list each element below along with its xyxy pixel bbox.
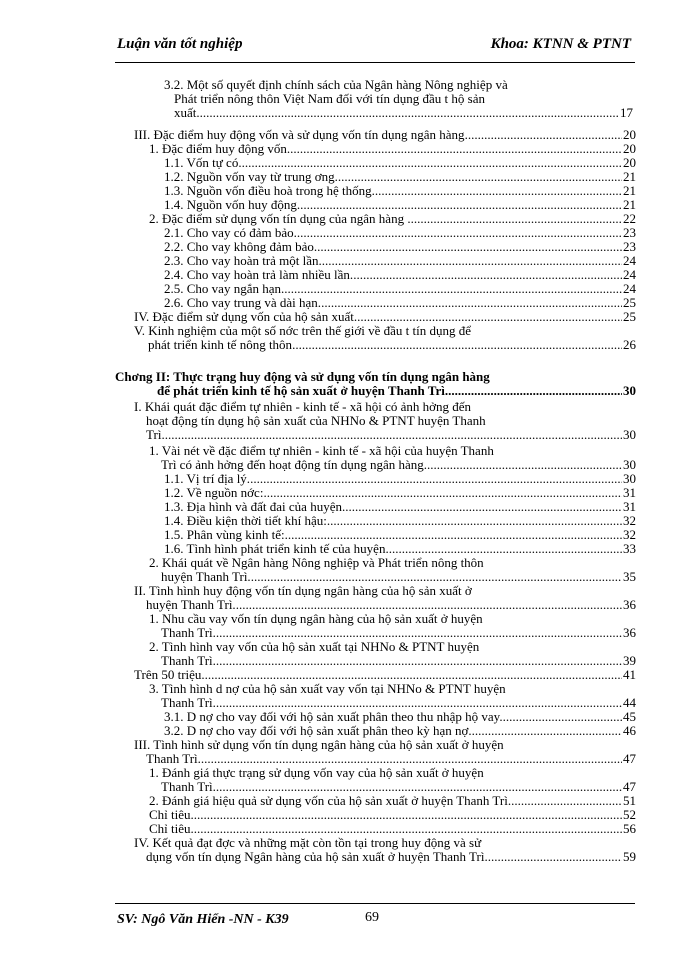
toc-entry	[164, 184, 636, 198]
dot-leader	[236, 598, 622, 612]
toc-page-number: 32	[623, 513, 636, 528]
toc-entry-text: 2. Tình hình vay vốn của hộ sản xuất tại NHNo & PTNT huyện	[149, 639, 480, 654]
toc-page-number: 20	[623, 141, 636, 156]
toc-entry-text: 1.6. Tình hình phát triển kinh tế của huyện.	[164, 541, 389, 556]
toc-page-number: 22	[623, 211, 636, 226]
header-thesis-title: Luận văn tốt nghiệp	[117, 36, 243, 52]
toc-page-number: 46	[623, 723, 636, 738]
footer-student: SV: Ngô Văn Hiển -NN - K39	[117, 912, 289, 927]
dot-leader	[322, 254, 622, 268]
toc-entry-text: Trên 50 triệu	[134, 667, 202, 682]
toc-entry-text: 2.5. Cho vay ngắn hạn.	[164, 281, 285, 296]
toc-page-number: 56	[623, 821, 636, 836]
dot-leader	[300, 198, 622, 212]
toc-entry-text: Thanh Trì.	[146, 751, 201, 766]
toc-page-number: 23	[623, 225, 636, 240]
dot-leader	[411, 212, 622, 226]
dot-leader	[263, 486, 622, 500]
toc-entry-text: Thanh Trì.	[161, 625, 216, 640]
toc-entry-text: 1.2. Về nguồn nớc:	[164, 485, 264, 500]
dot-leader	[191, 822, 622, 836]
dot-leader	[251, 570, 622, 584]
toc-entry-text: 2.6. Cho vay trung và dài hạn.	[164, 295, 322, 310]
toc-page-number: 59	[623, 849, 636, 864]
toc-entry-text: dụng vốn tín dụng Ngân hàng của hộ sản xuất ở huyện Thanh Trì.	[146, 849, 488, 864]
dot-leader	[161, 428, 622, 442]
toc-entry	[134, 668, 636, 682]
toc-entry-text: phát triển kinh tế nông thôn	[148, 337, 293, 352]
toc-entry	[164, 282, 636, 296]
toc-entry	[149, 612, 636, 640]
dot-leader	[292, 338, 622, 352]
toc-entry-text: III. Đặc điểm huy động vốn và sử dụng vốn tín dụng ngân hàng	[134, 127, 465, 142]
dot-leader	[250, 472, 622, 486]
toc-page-number: 30	[623, 383, 636, 398]
toc-entry-text: xuất	[174, 105, 197, 120]
toc-entry-text: Chỉ tiêu	[149, 821, 191, 836]
toc-entry-text: IV. Kết quả đạt đợc và những mặt còn tồn tại trong huy động và sử	[134, 835, 482, 850]
toc-entry	[164, 198, 636, 212]
toc-page-number: 31	[623, 499, 636, 514]
toc-entry	[164, 156, 636, 170]
toc-entry	[164, 514, 636, 528]
toc-entry-text: 3.1. D nợ cho vay đối với hộ sản xuất phân theo thu nhập hộ vay.	[164, 709, 503, 724]
toc-entry	[149, 682, 636, 710]
toc-page-number: 21	[623, 169, 636, 184]
toc-entry-text: IV. Đặc điểm sử dụng vốn của hộ sản xuất.	[134, 309, 358, 324]
toc-page-number: 26	[623, 337, 636, 352]
toc-entry	[149, 640, 636, 668]
toc-entry	[164, 268, 636, 282]
header-rule	[115, 62, 635, 63]
toc-page-number: 30	[623, 471, 636, 486]
dot-leader	[201, 752, 622, 766]
toc-entry	[115, 370, 636, 398]
toc-page-number: 31	[623, 485, 636, 500]
toc-entry-text: Trì	[146, 427, 162, 442]
toc-entry-text: 3. Tình hình d nợ của hộ sản xuất vay vốn tại NHNo & PTNT huyện	[149, 681, 506, 696]
toc-page-number: 47	[623, 779, 636, 794]
running-header	[115, 36, 635, 58]
toc-entry	[134, 836, 636, 864]
toc-entry-text: huyện Thanh Trì.	[146, 597, 236, 612]
toc-entry	[164, 254, 636, 268]
toc-page-number: 45	[623, 709, 636, 724]
toc-entry-text: Thanh Trì.	[161, 653, 216, 668]
toc-entry-text: 1.4. Nguồn vốn huy động.	[164, 197, 301, 212]
dot-leader	[287, 142, 622, 156]
page-number: 69	[365, 910, 379, 925]
dot-leader	[216, 654, 622, 668]
toc-entry	[164, 486, 636, 500]
dot-leader	[294, 226, 622, 240]
toc-entry	[149, 766, 636, 794]
toc-entry	[164, 226, 636, 240]
toc-page-number: 33	[623, 541, 636, 556]
dot-leader	[511, 794, 622, 808]
toc-entry-text: Phát triển nông thôn Việt Nam đối với tín dụng đầu t hộ sản	[174, 91, 485, 106]
toc-entry-text: 1.1. Vốn tự có	[164, 155, 239, 170]
toc-entry-text: 3.2. Một số quyết định chính sách của Ngân hàng Nông nghiệp và	[164, 77, 508, 92]
dot-leader	[321, 296, 622, 310]
toc-entry-text: 1.2. Nguồn vốn vay từ trung ơng.	[164, 169, 338, 184]
dot-leader	[284, 282, 622, 296]
toc-entry-text: để phát triển kinh tế hộ sản xuất ở huyện Thanh Trì	[157, 383, 445, 398]
toc-entry	[149, 808, 636, 822]
toc-entry-text: Thanh Trì.	[161, 779, 216, 794]
toc-entry-text: V. Kinh nghiệm của một số nớc trên thế giới về đầu t tín dụng để	[134, 323, 472, 338]
toc-entry-text: 2. Khái quát về Ngân hàng Nông nghiệp và Phát triển nông thôn	[149, 555, 484, 570]
toc-entry	[149, 212, 636, 226]
toc-entry-text: 2. Đặc điểm sử dụng vốn tín dụng của ngân hàng .	[149, 211, 411, 226]
toc-entry	[164, 170, 636, 184]
toc-entry-text: Thanh Trì.	[161, 695, 216, 710]
toc-page-number: 30	[623, 457, 636, 472]
dot-leader	[357, 310, 622, 324]
dot-leader	[427, 458, 622, 472]
dot-leader	[238, 156, 622, 170]
dot-leader	[488, 850, 622, 864]
toc-entry	[164, 528, 636, 542]
toc-entry	[164, 78, 633, 120]
toc-entry	[134, 400, 636, 442]
toc-entry	[149, 444, 636, 472]
footer-rule	[115, 903, 635, 904]
toc-page-number: 24	[623, 267, 636, 282]
toc-page-number: 20	[623, 155, 636, 170]
dot-leader	[389, 542, 622, 556]
toc-entry-text: 1.3. Nguồn vốn điều hoà trong hệ thống.	[164, 183, 375, 198]
toc-entry-text: 2.3. Cho vay hoàn trả một lần.	[164, 253, 322, 268]
toc-page-number: 23	[623, 239, 636, 254]
dot-leader	[317, 240, 622, 254]
toc-entry-text: I. Khái quát đặc điểm tự nhiên - kinh tế - xã hội có ảnh hởng đến	[134, 399, 472, 414]
toc-entry-text: II. Tình hình huy động vốn tín dụng ngân hàng của hộ sản xuất ở	[134, 583, 472, 598]
dot-leader	[191, 808, 622, 822]
toc-page-number: 36	[623, 625, 636, 640]
toc-entry-text: 1.1. Vị trí địa lý.	[164, 471, 251, 486]
dot-leader	[216, 780, 622, 794]
dot-leader	[503, 710, 622, 724]
toc-entry	[149, 142, 636, 156]
toc-entry-text: 1. Nhu cầu vay vốn tín dụng ngân hàng của hộ sản xuất ở huyện	[149, 611, 483, 626]
toc-entry-text: hoạt động tín dụng hộ sản xuất của NHNo & PTNT huyện Thanh	[146, 413, 486, 428]
dot-leader	[201, 668, 622, 682]
toc-entry-text: huyện Thanh Trì.	[161, 569, 251, 584]
header-faculty: Khoa: KTNN & PTNT	[490, 36, 631, 52]
dot-leader	[216, 696, 622, 710]
toc-page-number: 30	[623, 427, 636, 442]
toc-entry-text: Chỉ tiêu	[149, 807, 191, 822]
dot-leader	[465, 128, 622, 142]
toc-entry	[164, 296, 636, 310]
toc-page-number: 25	[623, 309, 636, 324]
toc-entry	[149, 822, 636, 836]
toc-entry	[134, 310, 636, 324]
toc-entry-text: 2.1. Cho vay có đảm bảo	[164, 225, 294, 240]
dot-leader	[216, 626, 622, 640]
toc-entry	[164, 724, 636, 738]
toc-entry	[134, 128, 636, 142]
toc-page-number: 21	[623, 197, 636, 212]
toc-page-number: 51	[623, 793, 636, 808]
toc-entry	[164, 240, 636, 254]
toc-page-number: 44	[623, 695, 636, 710]
toc-page-number: 25	[623, 295, 636, 310]
toc-page-number: 36	[623, 597, 636, 612]
toc-page-number: 35	[623, 569, 636, 584]
toc-page-number: 21	[623, 183, 636, 198]
dot-leader	[353, 268, 622, 282]
toc-entry-text: III. Tình hình sử dụng vốn tín dụng ngân hàng của hộ sản xuất ở huyện	[134, 737, 504, 752]
toc-entry	[149, 556, 636, 584]
toc-entry	[149, 794, 636, 808]
toc-page-number: 32	[623, 527, 636, 542]
toc-entry	[164, 710, 636, 724]
toc-entry	[164, 472, 636, 486]
toc-page-number: 39	[623, 653, 636, 668]
dot-leader	[338, 170, 622, 184]
toc-page-number: 24	[623, 281, 636, 296]
dot-leader	[327, 514, 622, 528]
dot-leader	[445, 384, 622, 398]
toc-entry-text: 1.5. Phân vùng kinh tế:	[164, 527, 285, 542]
dot-leader	[345, 500, 622, 514]
dot-leader	[285, 528, 622, 542]
toc-page-number: 47	[623, 751, 636, 766]
toc-entry	[134, 584, 636, 612]
toc-entry-text: 3.2. D nợ cho vay đối với hộ sản xuất phân theo kỳ hạn nợ.	[164, 723, 472, 738]
toc-entry-text: 2.4. Cho vay hoàn trả làm nhiều lần.	[164, 267, 354, 282]
toc-entry-text: Trì có ảnh hởng đến hoạt động tín dụng ngân hàng.	[161, 457, 428, 472]
toc-page-number: 41	[623, 667, 636, 682]
toc-entry-text: 2.2. Cho vay không đảm bảo.	[164, 239, 318, 254]
toc-page-number: 17	[620, 105, 633, 120]
toc-entry	[164, 500, 636, 514]
toc-entry-text: 1. Vài nét về đặc điểm tự nhiên - kinh tế - xã hội của huyện Thanh	[149, 443, 494, 458]
dot-leader	[375, 184, 622, 198]
toc-entry	[134, 738, 636, 766]
toc-page-number: 24	[623, 253, 636, 268]
toc-entry-text: 1.3. Địa hình và đất đai của huyện.	[164, 499, 346, 514]
toc-entry	[164, 542, 636, 556]
toc-entry-text: 1. Đặc điểm huy động vốn	[149, 141, 287, 156]
toc-entry-text: 1. Đánh giá thực trạng sử dụng vốn vay của hộ sản xuất ở huyện	[149, 765, 484, 780]
toc-entry-text: Chơng II: Thực trạng huy động và sử dụng vốn tín dụng ngân hàng	[115, 369, 490, 384]
toc-entry-text: 1.4. Điều kiện thời tiết khí hậu:	[164, 513, 327, 528]
toc-entry-text: 2. Đánh giá hiệu quả sử dụng vốn của hộ sản xuất ở huyện Thanh Trì.	[149, 793, 512, 808]
dot-leader	[196, 106, 619, 120]
toc-page-number: 52	[623, 807, 636, 822]
toc-entry	[134, 324, 636, 352]
dot-leader	[472, 724, 622, 738]
toc-page-number: 20	[623, 127, 636, 142]
